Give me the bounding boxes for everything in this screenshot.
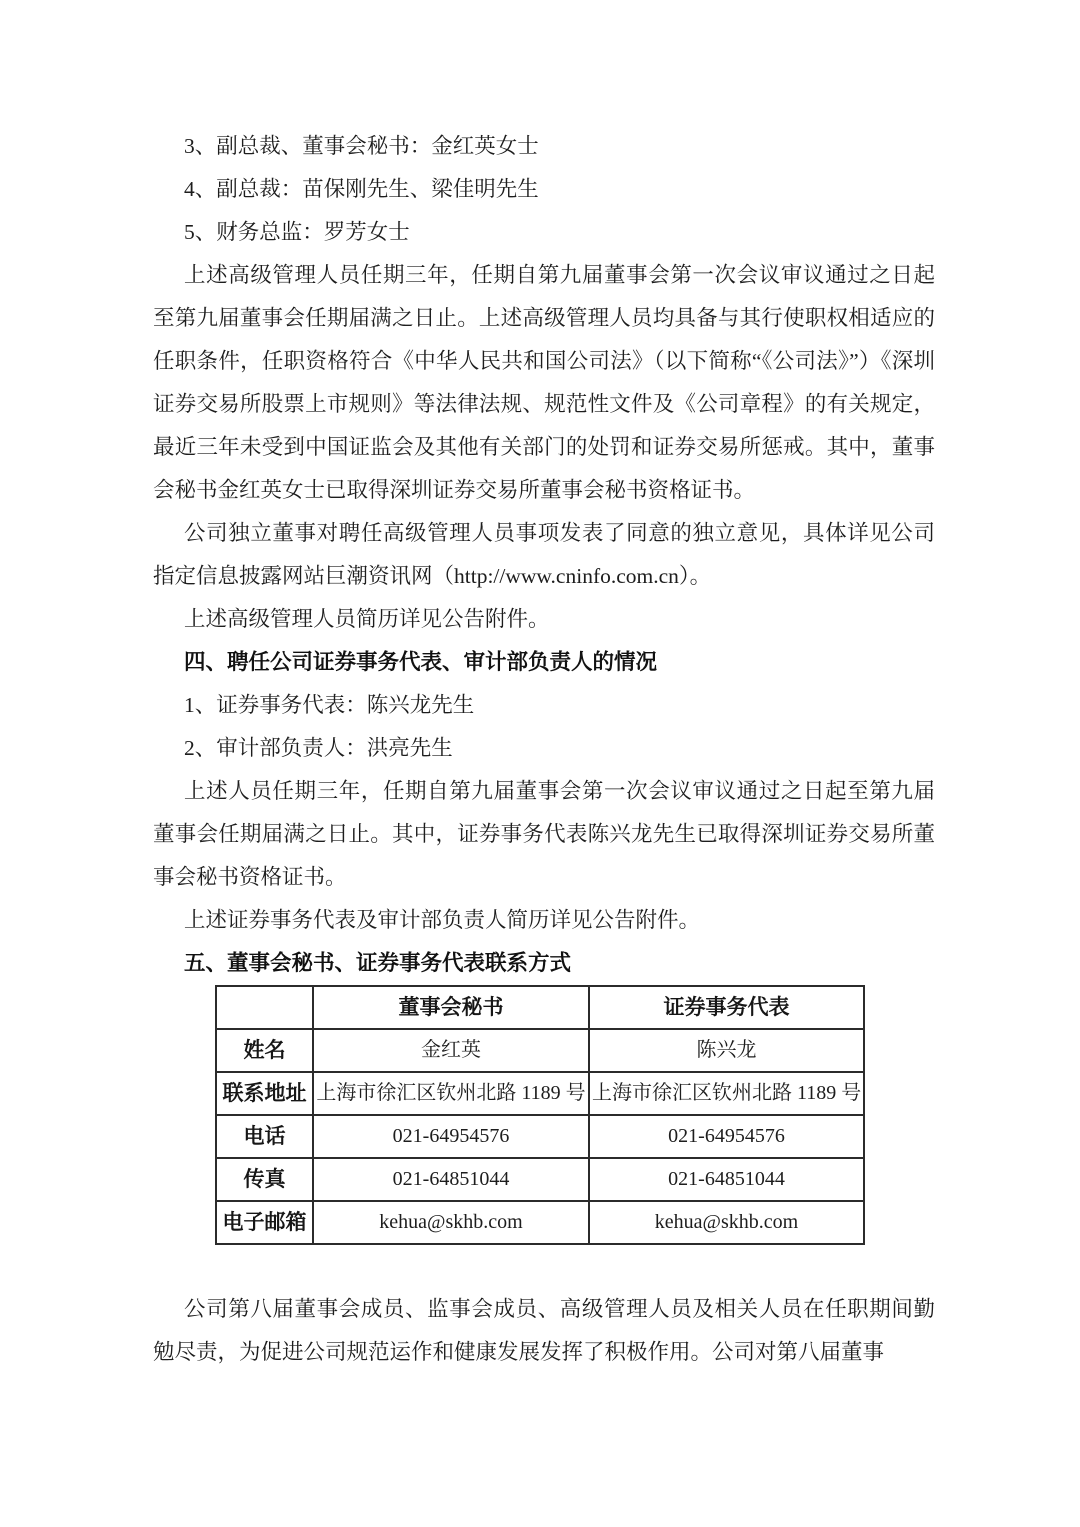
list-item-rep-2: 2、审计部负责人：洪亮先生 xyxy=(184,736,453,760)
list-item-rep-1: 1、证券事务代表：陈兴龙先生 xyxy=(184,693,475,717)
contact-table-header-row xyxy=(216,986,864,1029)
table-row-fax xyxy=(216,1158,864,1201)
table-row-phone xyxy=(216,1115,864,1158)
table-row-name xyxy=(216,1029,864,1072)
row-label-name: 姓名 xyxy=(216,1029,313,1072)
paragraph-rep-resume-note: 上述证券事务代表及审计部负责人简历详见公告附件。 xyxy=(184,908,701,932)
table-row-address xyxy=(216,1072,864,1115)
representative-name: 陈兴龙 xyxy=(589,1029,864,1072)
secretary-name: 金红英 xyxy=(313,1029,589,1072)
section-heading-4: 四、聘任公司证券事务代表、审计部负责人的情况 xyxy=(184,650,658,674)
section-heading-5: 五、董事会秘书、证券事务代表联系方式 xyxy=(184,951,572,975)
paragraph-independent-opinion: 公司独立董事对聘任高级管理人员事项发表了同意的独立意见，具体详见公司指定信息披露网站巨潮资讯网（http://www.cninfo.com.cn）。 xyxy=(153,521,935,588)
paragraph-senior-resume-note: 上述高级管理人员简历详见公告附件。 xyxy=(184,607,550,631)
row-label-phone: 电话 xyxy=(216,1115,313,1158)
row-label-address: 联系地址 xyxy=(216,1072,313,1115)
representative-fax: 021-64851044 xyxy=(589,1158,864,1201)
row-label-email: 电子邮箱 xyxy=(216,1201,313,1244)
contact-table-col-secretary: 董事会秘书 xyxy=(313,986,589,1029)
paragraph-closing: 公司第八届董事会成员、监事会成员、高级管理人员及相关人员在任职期间勤勉尽责，为促进公司规范运作和健康发展发挥了积极作用。公司对第八届董事 xyxy=(153,1297,935,1364)
paragraph-senior-term: 上述高级管理人员任期三年，任期自第九届董事会第一次会议审议通过之日起至第九届董事会任期届满之日止。上述高级管理人员均具备与其行使职权相适应的任职条件，任职资格符合《中华人民共和国公司法》（以下简称“《公司法》”）《深圳证券交易所股票上市规则》等法律法规、规范性文件及《公司章程》的有关规定，最近三年未受到中国证监会及其他有关部门的处罚和证券交易所惩戒。其中，董事会秘书金红英女士已取得深圳证券交易所董事会秘书资格证书。 xyxy=(153,263,935,502)
secretary-email: kehua@skhb.com xyxy=(313,1201,589,1244)
representative-email: kehua@skhb.com xyxy=(589,1201,864,1244)
contact-table-col-representative: 证券事务代表 xyxy=(589,986,864,1029)
contact-table-corner-cell xyxy=(216,986,313,1029)
secretary-fax: 021-64851044 xyxy=(313,1158,589,1201)
secretary-address: 上海市徐汇区钦州北路 1189 号 xyxy=(313,1072,589,1115)
representative-phone: 021-64954576 xyxy=(589,1115,864,1158)
secretary-phone: 021-64954576 xyxy=(313,1115,589,1158)
paragraph-rep-term: 上述人员任期三年，任期自第九届董事会第一次会议审议通过之日起至第九届董事会任期届满之日止。其中，证券事务代表陈兴龙先生已取得深圳证券交易所董事会秘书资格证书。 xyxy=(153,779,935,889)
contact-table xyxy=(215,985,865,1245)
table-row-email xyxy=(216,1201,864,1244)
list-item-senior-3: 3、副总裁、董事会秘书：金红英女士 xyxy=(184,134,539,158)
list-item-senior-5: 5、财务总监：罗芳女士 xyxy=(184,220,410,244)
list-item-senior-4: 4、副总裁：苗保刚先生、梁佳明先生 xyxy=(184,177,539,201)
representative-address: 上海市徐汇区钦州北路 1189 号 xyxy=(589,1072,864,1115)
row-label-fax: 传真 xyxy=(216,1158,313,1201)
